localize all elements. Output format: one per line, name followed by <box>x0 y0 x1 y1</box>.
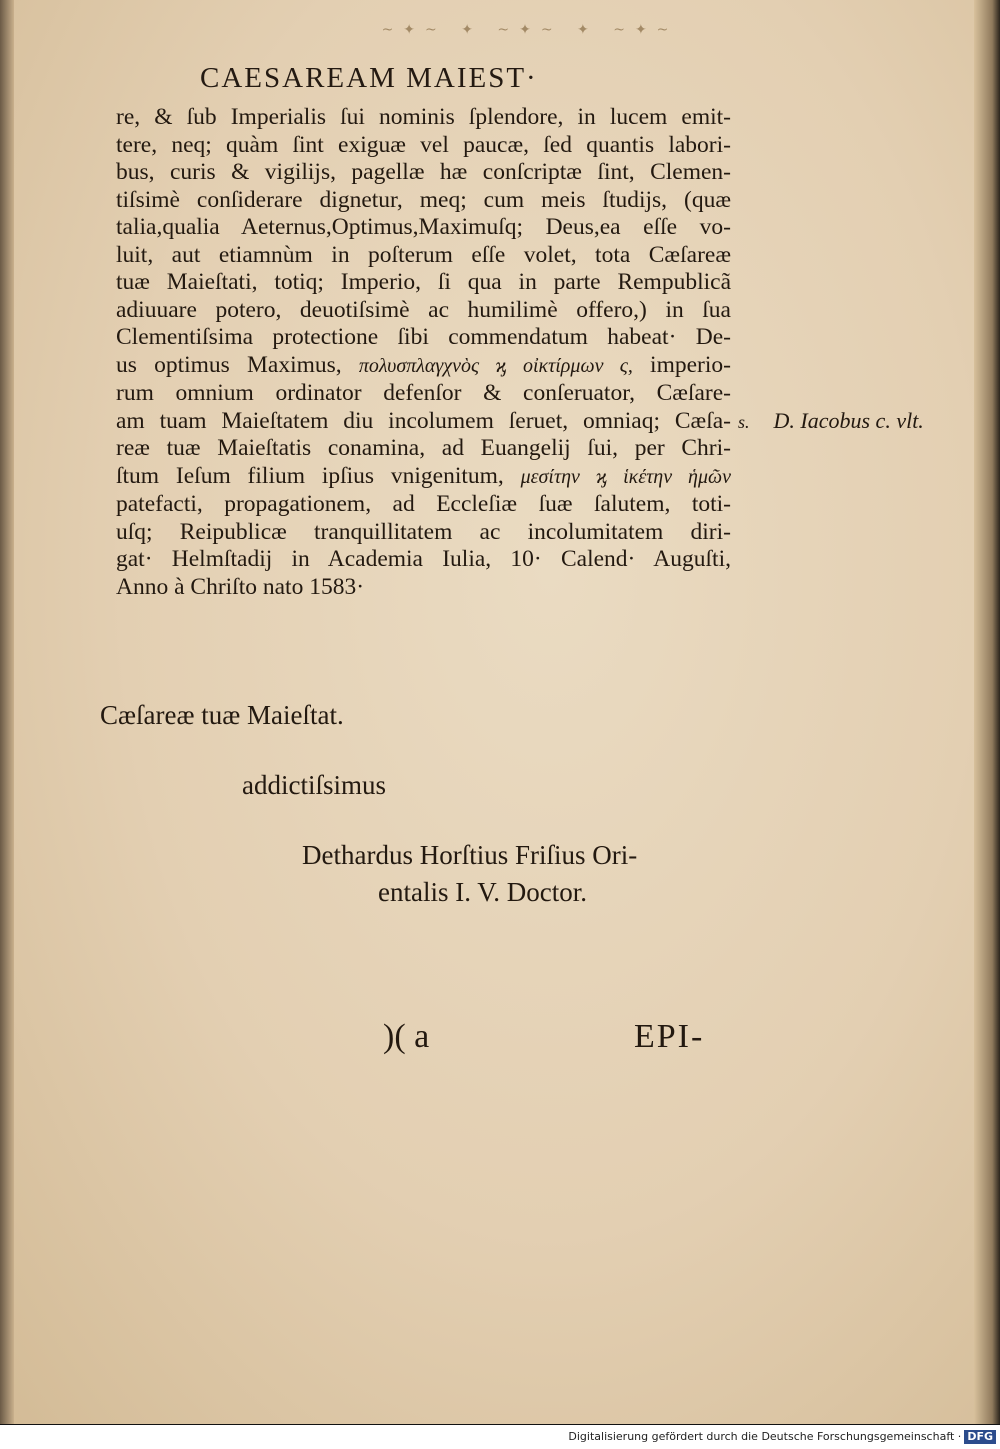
text-line: talia,qualia Aeternus,Optimus,Maximuſq; Deus,ea eſſe vo- <box>116 214 731 240</box>
footer-text: Digitalisierung gefördert durch die Deutsche Forschungsgemeinschaft · <box>568 1430 962 1443</box>
greek-text: πολυσπλαγχνὸς ϗ οἰκτίρμων ς, <box>358 354 633 377</box>
marginal-reference: D. Iacobus c. vlt. <box>773 408 924 433</box>
text-line: re, & ſub Imperialis ſui nominis ſplendore, in lucem emit- <box>116 104 731 130</box>
marginal-mark: s. <box>738 412 750 432</box>
marginal-note <box>738 408 958 434</box>
text-line: luit, aut etiamnùm in poſterum eſſe volet, tota Cæſareæ <box>116 241 731 268</box>
text-segment: imperio- <box>632 351 731 378</box>
text-line: Anno à Chriſto nato 1583· <box>116 573 365 600</box>
text-line: gat· Helmſtadij in Academia Iulia, 10· Calend· Auguſti, <box>116 546 731 572</box>
text-line: patefacti, propagationem, ad Eccleſiæ ſuæ ſalutem, toti- <box>116 491 731 517</box>
running-header: CAESAREAM MAIEST· <box>200 62 538 94</box>
text-line: tiſsimè conſiderare dignetur, meq; cum meis ſtudijs, (quæ <box>116 186 731 213</box>
text-line: reæ tuæ Maieſtatis conamina, ad Euangelij ſui, per Chri- <box>116 435 731 461</box>
text-line <box>116 352 731 381</box>
greek-text: μεσίτην ϗ ἱκέτην ἡμῶν <box>520 465 731 488</box>
text-line: rum omnium ordinator defenſor & conſeruator, Cæſare- <box>116 380 731 406</box>
text-line: tere, neq; quàm ſint exiguæ vel paucæ, ſed quantis labori- <box>116 131 731 158</box>
text-line: adiuuare potero, deuotiſsimè ac humilimè offero,) in ſua <box>116 296 731 323</box>
text-segment: us optimus Maximus, <box>116 351 359 378</box>
text-line: bus, curis & vigilijs, pagellæ hæ conſcriptæ ſint, Clemen- <box>116 159 731 185</box>
signature-mark: )( a <box>383 1018 430 1055</box>
footer-bar <box>0 1425 1000 1449</box>
body-text <box>116 104 731 601</box>
text-line: tuæ Maieſtati, totiq; Imperio, ſi qua in parte Rempublicã <box>116 269 731 295</box>
text-segment: ſtum Ieſum filium ipſius vnigenitum, <box>116 462 521 489</box>
closing-line: addictiſsimus <box>242 770 386 800</box>
text-line: uſq; Reipublicæ tranquillitatem ac incolumitatem diri- <box>116 518 731 545</box>
closing-line: Cæſareæ tuæ Maieſtat. <box>100 700 344 730</box>
dfg-logo: DFG <box>964 1430 996 1444</box>
author-title: entalis I. V. Doctor. <box>378 877 587 907</box>
text-line <box>116 463 731 492</box>
text-line: Clementiſsima protectione ſibi commendatum habeat· De- <box>116 324 731 350</box>
author-name: Dethardus Horſtius Friſius Ori- <box>302 840 638 870</box>
text-line: am tuam Maieſtatem diu incolumem ſeruet, omniaq; Cæſa- <box>116 407 731 434</box>
header-ornament: ~✦~ ✦ ~✦~ ✦ ~✦~ <box>381 22 679 38</box>
catchword: EPI- <box>634 1018 705 1055</box>
